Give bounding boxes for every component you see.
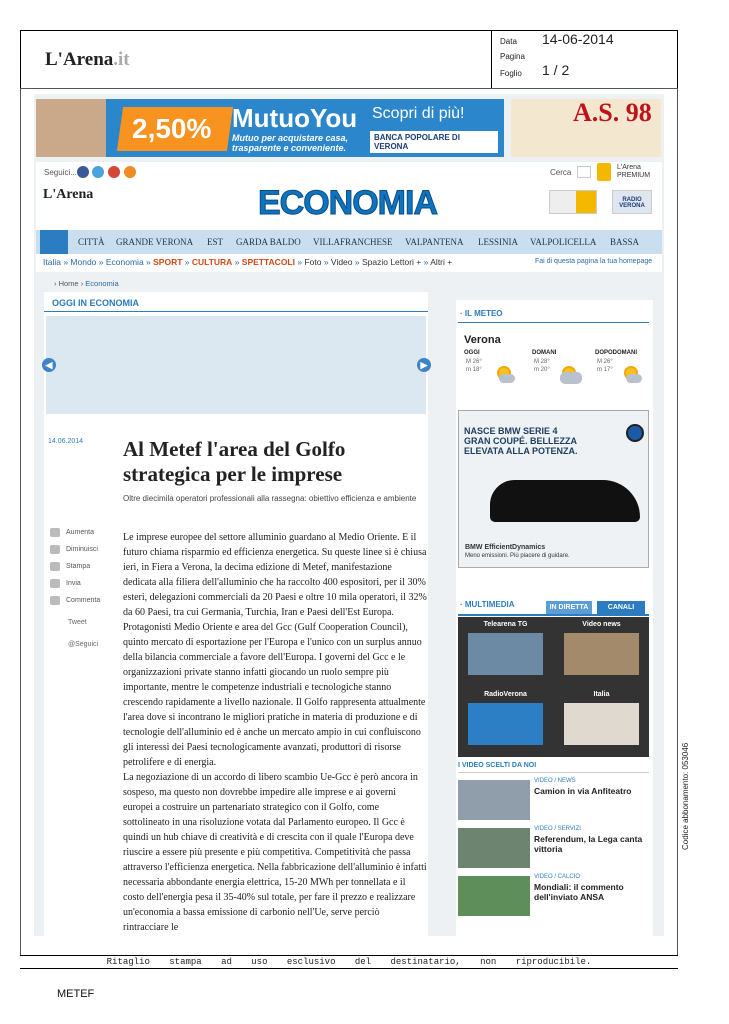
videos-heading: I VIDEO SCELTI DA NOI [458,762,537,769]
foglio-label: Foglio [500,69,522,78]
arrow-left-icon[interactable]: ◀ [42,358,56,372]
multimedia-heading: · MULTIMEDIA [460,600,515,609]
clipping-meta [491,30,679,89]
menu-item-valpantena[interactable]: VALPANTENA [405,237,464,247]
article-paragraph: Le imprese europee del settore alluminio guardano al Medio Oriente. E il futuro chiama risparmio ed efficienza energetica. Su queste linee si è chiusa ieri, in Fiera a Verona, la decima edizione di Metef, manifestazione dedicata alla filiera dell'alluminio che ha raccolto 400 espositori, per il 30% esteri, delegazioni commerciali da 20 Paesi e oltre 10 mila operatori, il 32% da 60 Paesi, tra cui Germania, Turchia, Iran e Paesi dell'Est Europa. [123,532,427,618]
section-link[interactable]: CULTURA [191,257,233,267]
video-item[interactable] [458,776,649,824]
subscription-code: Codice abbonamento: 053046 [681,742,690,850]
font-increase-icon [50,528,60,537]
comment-button[interactable]: Commenta [48,594,100,611]
meteo-day: OGGI [464,350,480,356]
pagina-label: Pagina [500,52,525,61]
arrow-right-icon[interactable]: ▶ [417,358,431,372]
foglio-value: 1 / 2 [542,62,570,78]
article-subtitle: Oltre diecimila operatori professionali alla rassegna: obiettivo efficienza e ambiente [123,494,417,503]
channel-italia[interactable]: Italia [554,687,649,757]
video-category: VIDEO / CALCIO [534,874,581,880]
meteo-temps: M 26° m 17° [597,359,613,373]
section-link[interactable]: SPETTACOLI [241,257,295,267]
channel-thumbnail [564,633,639,675]
video-title[interactable]: Mondiali: il commento dell'inviato ANSA [534,882,624,902]
premium-icon[interactable] [597,163,611,181]
header-logo: L'Arena.it [45,49,130,70]
bmw-logo-icon [626,424,644,442]
send-button[interactable]: Invia [48,577,100,594]
cloud-icon [499,374,515,383]
mutuo-banner[interactable] [36,99,504,157]
print-icon [50,562,60,571]
menu-item-villafranchese[interactable]: VILLAFRANCHESE [313,237,393,247]
article-title: Al Metef l'area del Golfo strategica per le imprese [123,437,346,486]
comment-icon [50,596,60,605]
meteo-day: DOMANI [532,350,557,356]
bank-logo: BANCA POPOLARE DI VERONA [370,131,498,153]
video-category: VIDEO / SERVIZI [534,826,581,832]
rate-text: 2,50% [132,113,212,144]
section-link[interactable]: Economia [105,257,144,267]
banner-brand: MutuoYou [232,103,358,133]
clipping-keyword: METEF [57,988,95,1000]
meteo-temps: M 26° m 18° [466,359,482,373]
print-button[interactable]: Stampa [48,560,100,577]
video-thumbnail [458,876,530,916]
news-slider[interactable] [46,316,426,414]
menu-item-grande-verona[interactable]: GRANDE VERONA [116,237,194,247]
article-paragraph: Protagonisti Medio Oriente e area del Gcc (Gulf Cooperation Council), quinto mercato di esportazione per l'Europa e l'unico con un surplus annuo della bilancia commerciale a favore dell'Europa. I governi del Gcc e le organizzazioni private stanno infatti giocando un ruolo sempre più importante, mentre le competenze industriali e tecnologiche stanno crescendo rapidamente a livello nazionale. Il Golfo rappresenta attualmente l'area dove si incontrano le migliori pratiche in materia di produzione e di tecnologie dell'alluminio ed è anche un mercato ampio in cui confluiscono gli interessi dei Paesi tecnologicamente avanzati, produttori di risorse petrolifere e di energia. [123,622,426,768]
video-title[interactable]: Camion in via Anfiteatro [534,786,632,796]
font-decrease-icon [50,545,60,554]
bmw-ad-headline: NASCE BMW SERIE 4 GRAN COUPÉ. BELLEZZA ELEVATA ALLA POTENZA. [464,426,578,456]
video-item[interactable] [458,824,649,872]
mail-icon [50,579,60,588]
section-link[interactable]: Mondo [70,257,97,267]
seguici-label: Seguici... [44,168,77,177]
facebook-icon[interactable] [77,166,89,178]
home-icon[interactable] [40,230,68,254]
divider [44,311,428,312]
breadcrumb-current[interactable]: Economia [85,279,119,288]
menu-item-valpolicella[interactable]: VALPOLICELLA [530,237,597,247]
menu-item-citta[interactable]: CITTÀ [78,237,105,247]
data-value: 14-06-2014 [542,31,614,47]
divider [458,322,649,323]
section-title: ECONOMIA [258,184,437,222]
channel-thumbnail [468,703,543,745]
video-thumbnail [458,780,530,820]
section-link[interactable]: Altri + [430,257,453,267]
car-image [490,480,640,522]
tab-canali[interactable]: CANALI [597,601,645,614]
cloud-icon [626,374,642,383]
section-links: Italia » Mondo » Economia » SPORT » CULTURA » SPETTACOLI » Foto » Video » Spazio Lettori + » Altri + [43,257,453,267]
premium-label[interactable]: L'Arena PREMIUM [617,164,651,179]
tab-in-diretta[interactable]: IN DIRETTA [546,601,592,614]
follow-button[interactable]: @Seguici [68,641,99,648]
section-link[interactable]: Italia [43,257,61,267]
channel-telearena[interactable]: Telearena TG [458,617,553,687]
side-ad[interactable] [511,99,661,157]
search-input[interactable] [577,166,591,178]
divider [458,614,649,616]
menu-item-bassa[interactable]: BASSA [610,237,640,247]
article-body [123,530,427,935]
banner-cta[interactable]: Scopri di più! [372,105,465,122]
breadcrumb: › Home › Economia [54,279,119,288]
article-date: 14.06.2014 [48,438,84,445]
meteo-heading: · IL METEO [460,309,503,318]
side-ad-text: A.S. 98 [573,98,652,127]
video-item[interactable] [458,872,649,920]
font-decrease-button[interactable]: Diminuisci [48,543,100,560]
channel-video-news[interactable]: Video news [554,617,649,687]
set-homepage-link[interactable]: Fai di questa pagina la tua homepage [535,258,653,265]
article-tools [48,526,100,611]
menu-item-garda-baldo[interactable]: GARDA BALDO [236,237,301,247]
googleplus-icon[interactable] [108,166,120,178]
menu-item-est[interactable]: EST [207,237,224,247]
meteo-city[interactable]: Verona [464,334,501,346]
video-category: VIDEO / NEWS [534,778,576,784]
rss-icon[interactable] [124,166,136,178]
meteo-temps: M 28° m 20° [534,359,550,373]
clipping-notice: Ritaglio stampa ad uso esclusivo del destinatario, non riproducibile. [20,955,678,969]
radio-verona-logo[interactable]: RADIO VERONA [612,190,652,214]
section-link[interactable]: Spazio Lettori + [361,257,422,267]
divider [458,772,649,773]
channel-thumbnail [468,633,543,675]
meteo-day: DOPODOMANI [595,350,637,356]
section-link[interactable]: Video [330,257,353,267]
oggi-heading: OGGI IN ECONOMIA [52,298,140,308]
bmw-ad-footer: BMW EfficientDynamics Meno emissioni. Più piacere di guidare. [465,544,570,559]
twitter-icon[interactable] [92,166,104,178]
telearena-logo[interactable] [549,190,597,214]
clipping-header [20,30,678,89]
tweet-button[interactable]: Tweet [68,619,87,626]
video-thumbnail [458,828,530,868]
video-title[interactable]: Referendum, la Lega canta vittoria [534,834,643,854]
breadcrumb-home[interactable]: Home [58,279,79,288]
banner-photo [36,99,106,157]
section-link[interactable]: SPORT [153,257,183,267]
section-link[interactable]: Foto [304,257,322,267]
site-logo[interactable]: L'Arena [43,187,94,202]
banner-tagline: Mutuo per acquistare casa, trasparente e conveniente. [232,133,349,153]
data-label: Data [500,37,517,46]
channel-radioverona[interactable]: RadioVerona [458,687,553,757]
channel-thumbnail [564,703,639,745]
cloud-icon [560,372,582,384]
article-paragraph: La negoziazione di un accordo di libero scambio Ue-Gcc è però ancora in sospeso, ma questo non dovrebbe impedire alle imprese e ai governi europei a costruire un partenariato strategico con il Golfo, come sottolineato in una risoluzione votata dal Parlamento europeo. Il Gcc è quindi un hub chiave di creatività e di crescita con il quale l'Europa deve riuscire a essere più presente e più competitiva. Competitività che passa attraverso l'efficienza energetica. Nella fabbricazione dell'alluminio è infatti necessaria abbondante energia elettrica, 15-20 MWh per tonnellata e il costo dell'energia pesa il 35-40% sul totale, per fare il prezzo e realizzare un'economia a bassa emissione di carbonio nell'Ue, serve perciò rintracciare le [123,772,427,933]
font-increase-button[interactable]: Aumenta [48,526,100,543]
menu-item-lessinia[interactable]: LESSINIA [478,237,518,247]
multimedia-grid [458,617,649,757]
search-label: Cerca [550,168,572,177]
